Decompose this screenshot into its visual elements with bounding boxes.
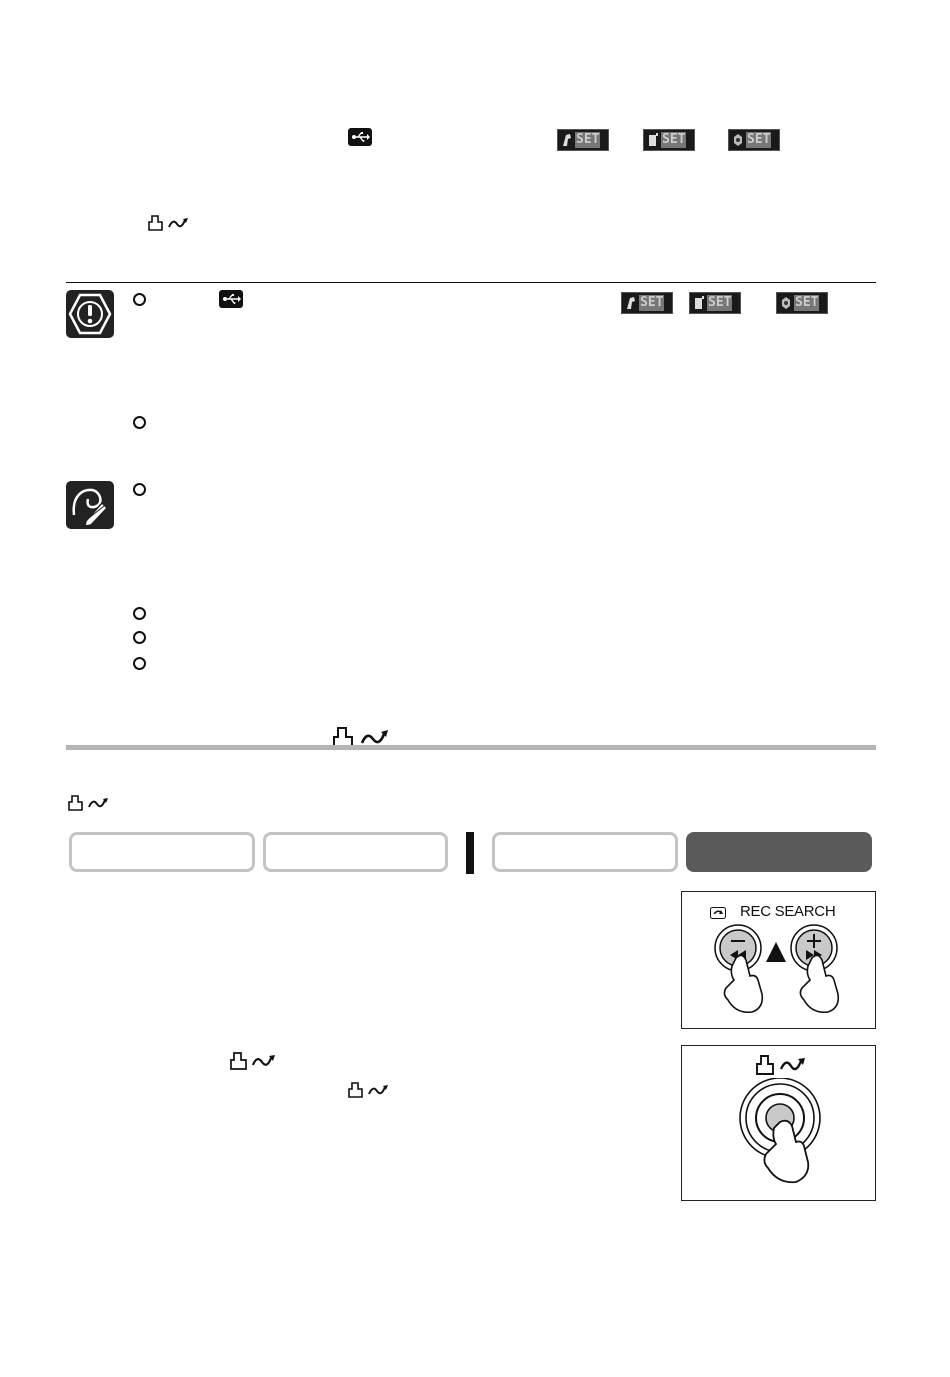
card-set-icon xyxy=(689,292,741,314)
card-set-icon xyxy=(643,129,695,151)
rec-search-figure xyxy=(681,891,876,1029)
print-share-icon xyxy=(228,1051,278,1071)
set-label: SET xyxy=(662,132,686,147)
mode-tab-divider xyxy=(466,832,474,874)
usb-icon xyxy=(348,128,372,146)
print-share-icon xyxy=(146,214,192,232)
section-divider xyxy=(66,282,876,283)
mode-tab-3[interactable] xyxy=(492,832,678,872)
scene-set-icon xyxy=(776,292,828,314)
camera-set-icon xyxy=(621,292,673,314)
mode-tab-2[interactable] xyxy=(263,832,448,872)
set-label: SET xyxy=(795,295,819,310)
bullet-icon xyxy=(133,631,146,644)
print-share-button xyxy=(732,1078,842,1196)
camera-set-icon xyxy=(557,129,609,151)
set-label: SET xyxy=(747,132,771,147)
rec-search-buttons xyxy=(712,922,852,1022)
print-share-icon xyxy=(66,794,112,812)
rec-search-icon xyxy=(710,907,726,919)
bullet-icon xyxy=(133,607,146,620)
usb-icon xyxy=(219,290,243,308)
mode-tab-4-active[interactable] xyxy=(686,832,872,872)
print-share-figure xyxy=(681,1045,876,1201)
bullet-icon xyxy=(133,657,146,670)
scene-set-icon xyxy=(728,129,780,151)
mode-tab-1[interactable] xyxy=(69,832,255,872)
set-label: SET xyxy=(640,295,664,310)
print-share-icon xyxy=(754,1054,810,1076)
set-label: SET xyxy=(576,132,600,147)
set-label: SET xyxy=(708,295,732,310)
print-share-icon xyxy=(346,1081,392,1099)
bullet-icon xyxy=(133,483,146,496)
bullet-icon xyxy=(133,416,146,429)
rec-search-title: REC SEARCH xyxy=(740,903,836,920)
caution-icon xyxy=(66,290,114,338)
note-icon xyxy=(66,481,114,529)
section-rule xyxy=(66,745,876,750)
bullet-icon xyxy=(133,293,146,306)
